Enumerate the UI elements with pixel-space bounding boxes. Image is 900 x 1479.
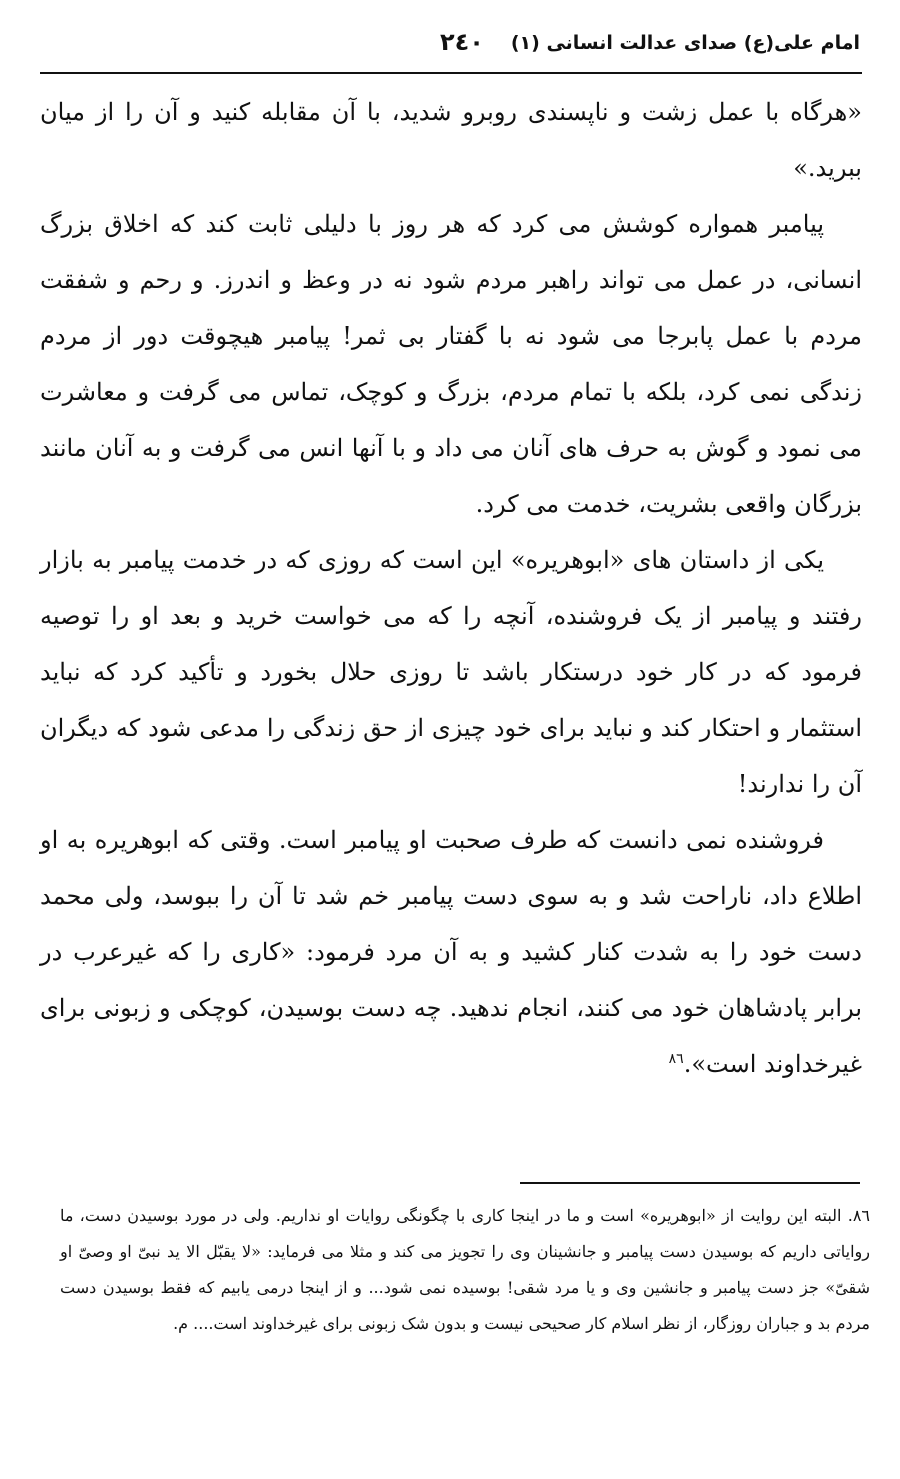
paragraph-1: «هرگاه با عمل زشت و ناپسندی روبرو شدید، با آن مقابله کنید و آن را از میان ببرید.»: [40, 98, 862, 182]
running-header: [40, 28, 860, 72]
footnote-divider: [520, 1182, 860, 1184]
page-number: ۲٤۰: [440, 28, 484, 56]
paragraph-4: [40, 812, 862, 1092]
footnote-reference: ۸٦: [668, 1051, 684, 1067]
paragraph-3: یکی از داستان های «ابوهریره» این است که روزی که در خدمت پیامبر به بازار رفتند و پیامبر از یک فروشنده، آنچه را که می خواست خرید و بعد او را توصیه فرمود که در کار خود درستکار باشد تا روزی حلال بخورد و تأکید کرد که نباید استثمار و احتکار کند و نباید برای خود چیزی از حق زندگی را مدعی شود که دیگران آن را ندارند!: [40, 546, 863, 798]
footnote-text: ۸٦. البته این روایت از «ابوهریره» است و ما در اینجا کاری با چگونگی روایات او نداریم. ولی در مورد بوسیدن دست، ما روایاتی داریم که بوسیدن دست پیامبر و جانشینان وی را تجویز می کند و مثلا می فرماید: «لا یقبّل الا ید نبیّ او وصیّ او شقیّ» جز دست پیامبر و جانشین وی و یا مرد شقی! بوسیده نمی شود... و از اینجا درمی یابیم که فقط بوسیدن دست مردم بد و جباران روزگار، از نظر اسلام کار صحیحی نیست و بدون شک زبونی برای غیرخداوند است.... م.: [60, 1206, 870, 1333]
book-title: امام علی(ع) صدای عدالت انسانی (۱): [510, 32, 860, 54]
paragraph-2: پیامبر همواره کوشش می کرد که هر روز با دلیلی ثابت کند که اخلاق بزرگ انسانی، در عمل می تواند راهبر مردم شود نه در وعظ و اندرز. و رحم و شفقت مردم با عمل پابرجا می شود نه با گفتار بی ثمر! پیامبر هیچوقت دور از مردم زندگی نمی کرد، بلکه با تمام مردم، بزرگ و کوچک، تماس می گرفت و معاشرت می نمود و گوش به حرف های آنان می داد و با آنها انس می گرفت و به آنان مانند بزرگان واقعی بشریت، خدمت می کرد.: [40, 210, 863, 518]
paragraph-4-text: فروشنده نمی دانست که طرف صحبت او پیامبر است. وقتی که ابوهریره به او اطلاع داد، ناراحت شد و به سوی دست پیامبر خم شد تا آن را ببوسد، ولی محمد دست خود را به شدت کنار کشید و به آن مرد فرمود: «کاری را که غیرعرب در برابر پادشاهان خود می کنند، انجام ندهید. چه دست بوسیدن، کوچکی و زبونی برای غیرخداوند است».: [40, 826, 862, 1078]
main-text: [40, 84, 862, 1092]
header-divider: [40, 72, 862, 74]
footnote: [60, 1198, 870, 1342]
